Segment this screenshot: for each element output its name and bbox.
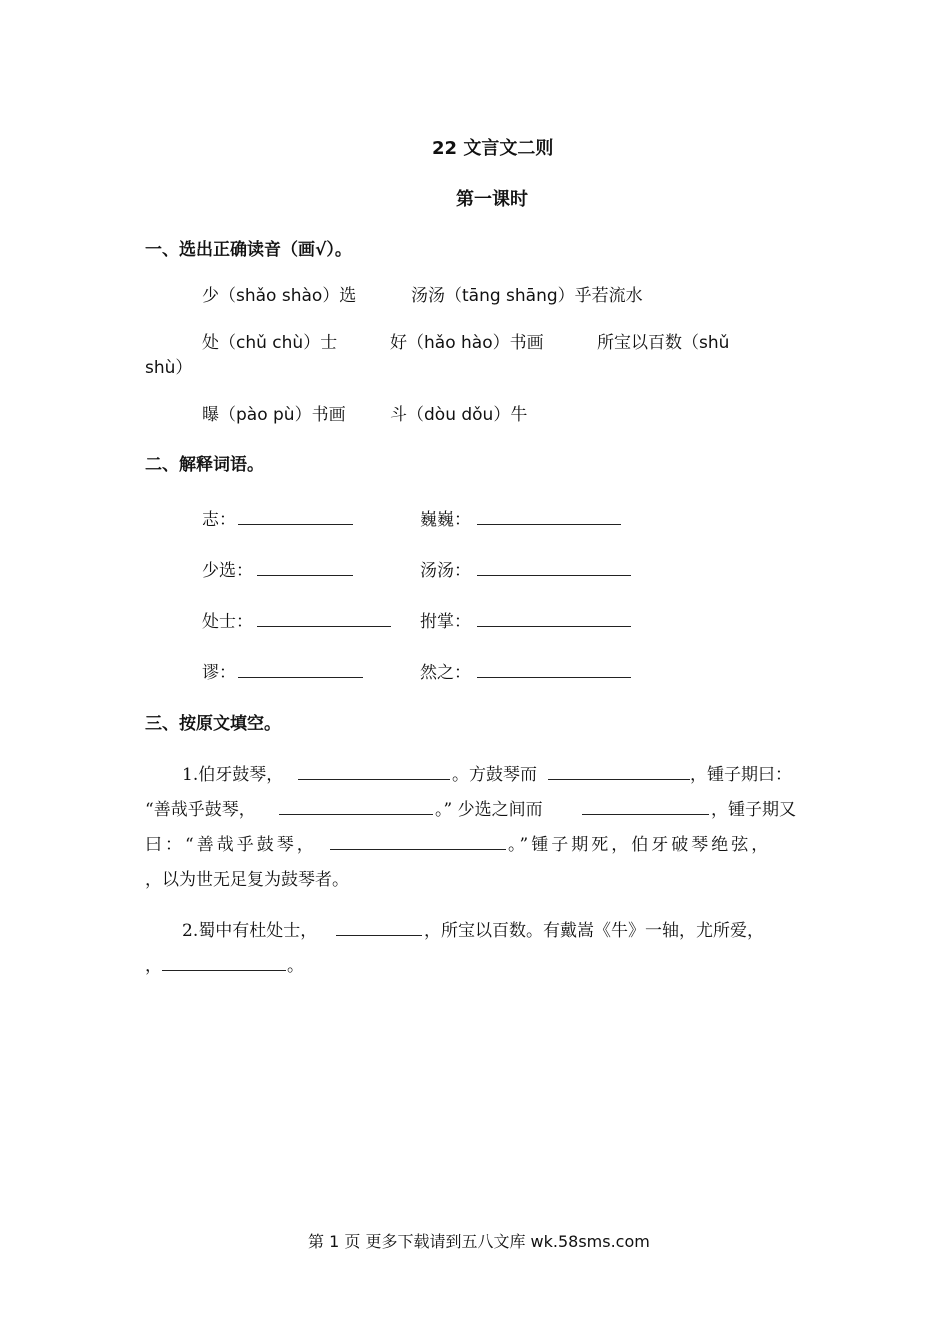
fill-text: ，锺子期曰： [690, 765, 792, 785]
fill-blank[interactable] [582, 813, 709, 815]
fill-blank[interactable] [336, 934, 422, 936]
term-label: 拊掌： [420, 612, 471, 632]
fill-text: 。 [287, 956, 304, 976]
pinyin-item: 好（hǎo hào）书画 [390, 333, 544, 353]
fill-text: ，以为世无足复为鼓琴者。 [145, 870, 349, 890]
answer-blank[interactable] [477, 523, 621, 525]
fill-text: ，所宝以百数。有戴嵩《牛》一轴，尤所爱， [424, 921, 764, 941]
answer-blank[interactable] [477, 676, 631, 678]
pinyin-item: 少（shǎo shào）选 [202, 286, 357, 306]
fill-text: 。”锺子期死，伯牙破琴绝弦， [508, 835, 772, 855]
section1-heading: 一、选出正确读音（画√）。 [145, 240, 352, 260]
term-label: 谬： [202, 663, 236, 683]
term-label: 然之： [420, 663, 471, 683]
lesson-subtitle: 第一课时 [456, 189, 528, 210]
term-label: 巍巍： [420, 510, 471, 530]
section2-heading: 二、解释词语。 [145, 455, 264, 475]
pinyin-item-wrap: shù） [145, 358, 193, 378]
fill-text: ， [145, 956, 162, 976]
pinyin-item: 所宝以百数（shǔ [597, 333, 730, 353]
pinyin-item: 斗（dòu dǒu）牛 [390, 405, 528, 425]
fill-text: 。方鼓琴而 [452, 765, 537, 785]
answer-blank[interactable] [477, 574, 631, 576]
fill-text: 1.伯牙鼓琴， [182, 765, 284, 785]
pinyin-item: 曝（pào pù）书画 [202, 405, 346, 425]
pinyin-item: 汤汤（tāng shāng）乎若流水 [411, 286, 643, 306]
fill-text: 曰：“善哉乎鼓琴， [145, 835, 317, 855]
fill-text: “善哉乎鼓琴， [145, 800, 256, 820]
fill-blank[interactable] [298, 778, 450, 780]
fill-blank[interactable] [330, 848, 506, 850]
answer-blank[interactable] [257, 574, 353, 576]
fill-blank[interactable] [162, 969, 286, 971]
term-label: 少选： [202, 561, 253, 581]
fill-text: ，锺子期又 [711, 800, 796, 820]
term-label: 处士： [202, 612, 253, 632]
fill-text: 。” 少选之间而 [435, 800, 543, 820]
answer-blank[interactable] [477, 625, 631, 627]
page-footer: 第 1 页 更多下载请到五八文库 wk.58sms.com [308, 1232, 650, 1251]
section3-heading: 三、按原文填空。 [145, 714, 281, 734]
term-label: 汤汤： [420, 561, 471, 581]
pinyin-item: 处（chǔ chù）士 [202, 333, 338, 353]
answer-blank[interactable] [238, 523, 353, 525]
fill-blank[interactable] [279, 813, 433, 815]
answer-blank[interactable] [257, 625, 391, 627]
fill-blank[interactable] [548, 778, 690, 780]
page-title: 22 文言文二则 [432, 138, 554, 159]
term-label: 志： [202, 510, 236, 530]
answer-blank[interactable] [238, 676, 363, 678]
fill-text: 2.蜀中有杜处士， [182, 921, 318, 941]
